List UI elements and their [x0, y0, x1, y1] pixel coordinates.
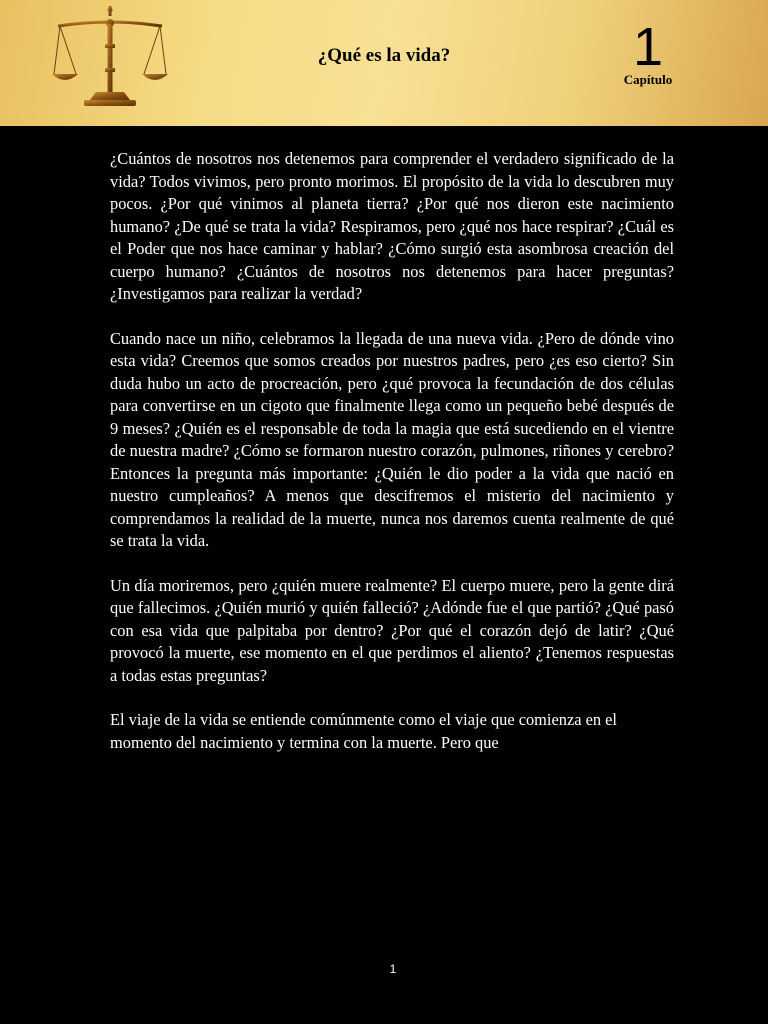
page-title: ¿Qué es la vida?	[317, 45, 451, 66]
page-number: 1	[389, 962, 397, 976]
paragraph: Un día moriremos, pero ¿quién muere realmente? El cuerpo muere, pero la gente dirá que fallecimos. ¿Quién murió y quién falleció? ¿Adónde fue el que partió? ¿Qué pasó con esa vida que palpitaba por dentro? ¿Por qué el corazón dejó de latir? ¿Qué provocó la muerte, ese momento en el que perdimos el aliento? ¿Tenemos respuestas a todas estas preguntas?	[110, 575, 674, 685]
paragraph: Cuando nace un niño, celebramos la llegada de una nueva vida. ¿Pero de dónde vino esta vida? Creemos que somos creados por nuestros padres, pero ¿es eso cierto? Sin duda hubo un acto de procreación, pero ¿qué provoca la fecundación de dos células para convertirse en un cigoto que finalmente llega como un pequeño bebé después de 9 meses? ¿Quién es el responsable de toda la magia que está sucediendo en el vientre de nuestra madre? ¿Cómo se formaron nuestro corazón, pulmones, riñones y cerebro? Entonces la pregunta más importante: ¿Quién le dio poder a la vida que nació en nuestro cumpleaños? A menos que descifremos el misterio del nacimiento y comprendamos la realidad de la muerte, nunca nos daremos cuenta realmente de qué se trata la vida.	[110, 328, 674, 550]
paragraph: El viaje de la vida se entiende comúnmente como el viaje que comienza en el momento del nacimiento y termina con la muerte. Pero que	[110, 710, 617, 752]
chapter-label: Capítulo	[623, 72, 673, 87]
paragraph: ¿Cuántos de nosotros nos detenemos para comprender el verdadero significado de la vida? Todos vivimos, pero pronto morimos. El propósito de la vida lo descubren muy pocos. ¿Por qué vinimos al planeta tierra? ¿Por qué nos dieron este nacimiento humano? ¿De qué se trata la vida? Respiramos, pero ¿qué nos hace respirar? ¿Cuál es el Poder que nos hace caminar y hablar? ¿Cómo surgió esta asombrosa creación del cuerpo humano? ¿Cuántos de nosotros nos detenemos para hacer preguntas? ¿Investigamos para realizar la verdad?	[110, 149, 674, 303]
chapter-header	[0, 0, 768, 126]
body-text	[110, 148, 674, 776]
chapter-number: 1	[632, 17, 664, 77]
